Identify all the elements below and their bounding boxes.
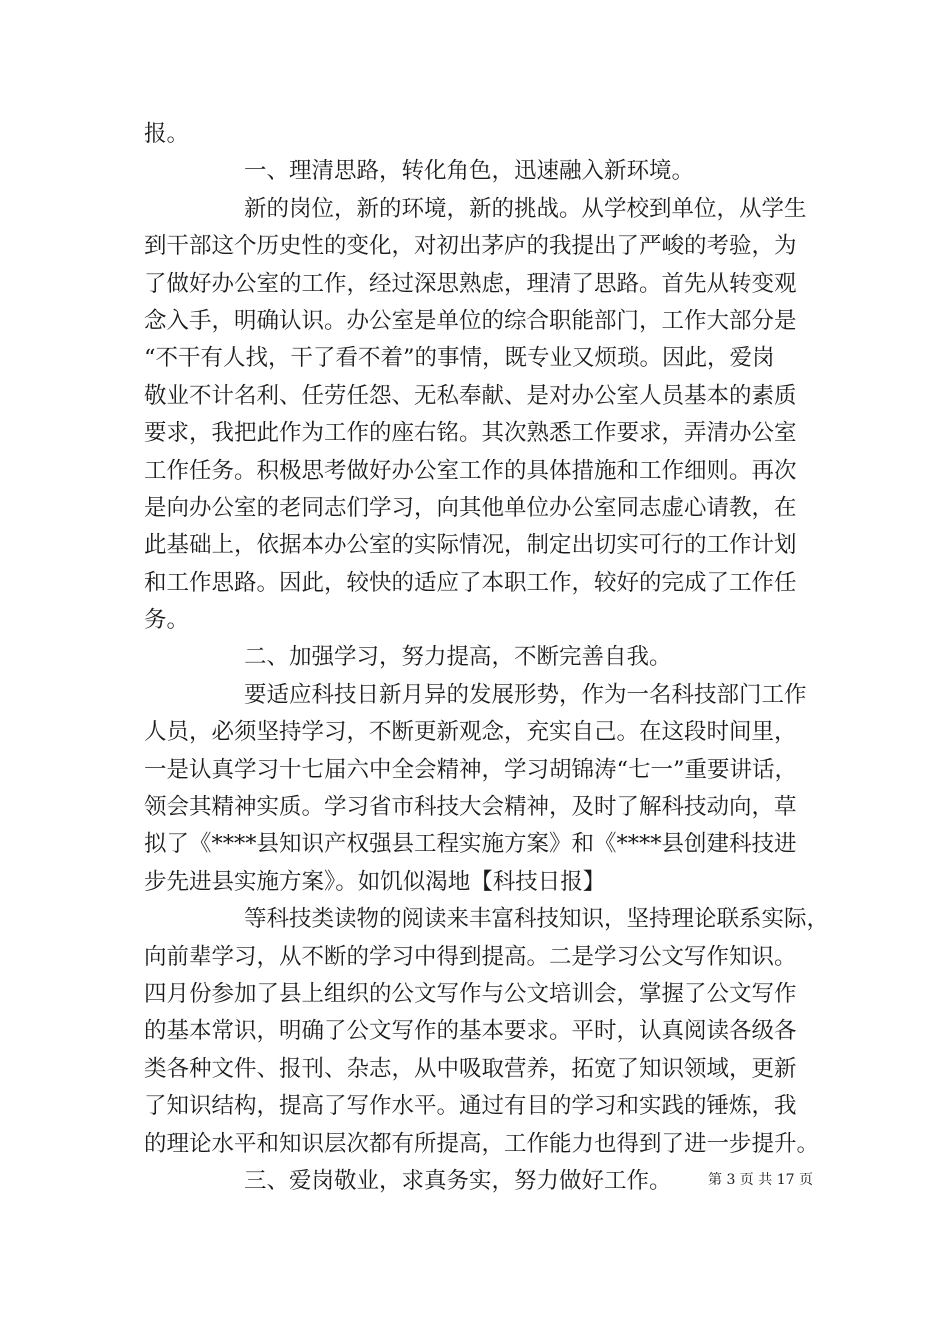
text-line: 向前辈学习，从不断的学习中得到提高。二是学习公文写作知识。 [144, 943, 797, 970]
text-line: 是向办公室的老同志们学习，向其他单位办公室同志虚心请教，在 [144, 494, 797, 521]
text-line: 念入手，明确认识。办公室是单位的综合职能部门，工作大部分是 [144, 307, 797, 334]
text-line: 二、加强学习，努力提高，不断完善自我。 [244, 644, 672, 671]
page-number: 第 3 页 共 17 页 [708, 1172, 813, 1188]
text-line: 的基本常识，明确了公文写作的基本要求。平时，认真阅读各级各 [144, 1018, 797, 1045]
text-line: 务。 [144, 607, 190, 634]
text-line: 到干部这个历史性的变化，对初出茅庐的我提出了严峻的考验，为 [144, 233, 797, 260]
text-line: 要适应科技日新月异的发展形势，作为一名科技部门工作 [244, 681, 807, 708]
text-line: 一是认真学习十七届六中全会精神，学习胡锦涛“七一”重要讲话， [144, 756, 798, 783]
text-line: 的理论水平和知识层次都有所提高，工作能力也得到了进一步提升。 [144, 1130, 820, 1157]
text-line: 了知识结构，提高了写作水平。通过有目的学习和实践的锤炼，我 [144, 1093, 797, 1120]
text-line: 人员，必须坚持学习，不断更新观念，充实自己。在这段时间里， [144, 719, 797, 746]
text-line: 工作任务。积极思考做好办公室工作的具体措施和工作细则。再次 [144, 457, 797, 484]
text-line: 等科技类读物的阅读来丰富科技知识，坚持理论联系实际， [244, 906, 830, 933]
text-line: 类各种文件、报刊、杂志，从中吸取营养，拓宽了知识领域，更新 [144, 1055, 797, 1082]
text-line: 一、理清思路，转化角色，迅速融入新环境。 [244, 158, 695, 185]
text-line: 拟了《****县知识产权强县工程实施方案》和《****县创建科技进 [144, 831, 797, 858]
text-line: 新的岗位，新的环境，新的挑战。从学校到单位，从学生 [244, 195, 807, 222]
text-line: “不干有人找，干了看不着”的事情，既专业又烦琐。因此，爱岗 [144, 345, 775, 372]
text-line: 四月份参加了县上组织的公文写作与公文培训会，掌握了公文写作 [144, 980, 797, 1007]
text-line: 和工作思路。因此，较快的适应了本职工作，较好的完成了工作任 [144, 569, 797, 596]
text-line: 报。 [144, 121, 190, 147]
text-line: 要求，我把此作为工作的座右铭。其次熟悉工作要求，弄清办公室 [144, 420, 797, 447]
text-line: 敬业不计名利、任劳任怨、无私奉献、是对办公室人员基本的素质 [144, 382, 797, 409]
text-line: 了做好办公室的工作，经过深思熟虑，理清了思路。首先从转变观 [144, 270, 797, 297]
text-line: 三、爱岗敬业，求真务实，努力做好工作。 [244, 1167, 672, 1194]
document-body [144, 116, 830, 1200]
text-line: 步先进县实施方案》。如饥似渴地【科技日报】 [144, 868, 606, 895]
text-line: 领会其精神实质。学习省市科技大会精神，及时了解科技动向，草 [144, 794, 797, 821]
text-line: 此基础上，依据本办公室的实际情况，制定出切实可行的工作计划 [144, 532, 797, 559]
